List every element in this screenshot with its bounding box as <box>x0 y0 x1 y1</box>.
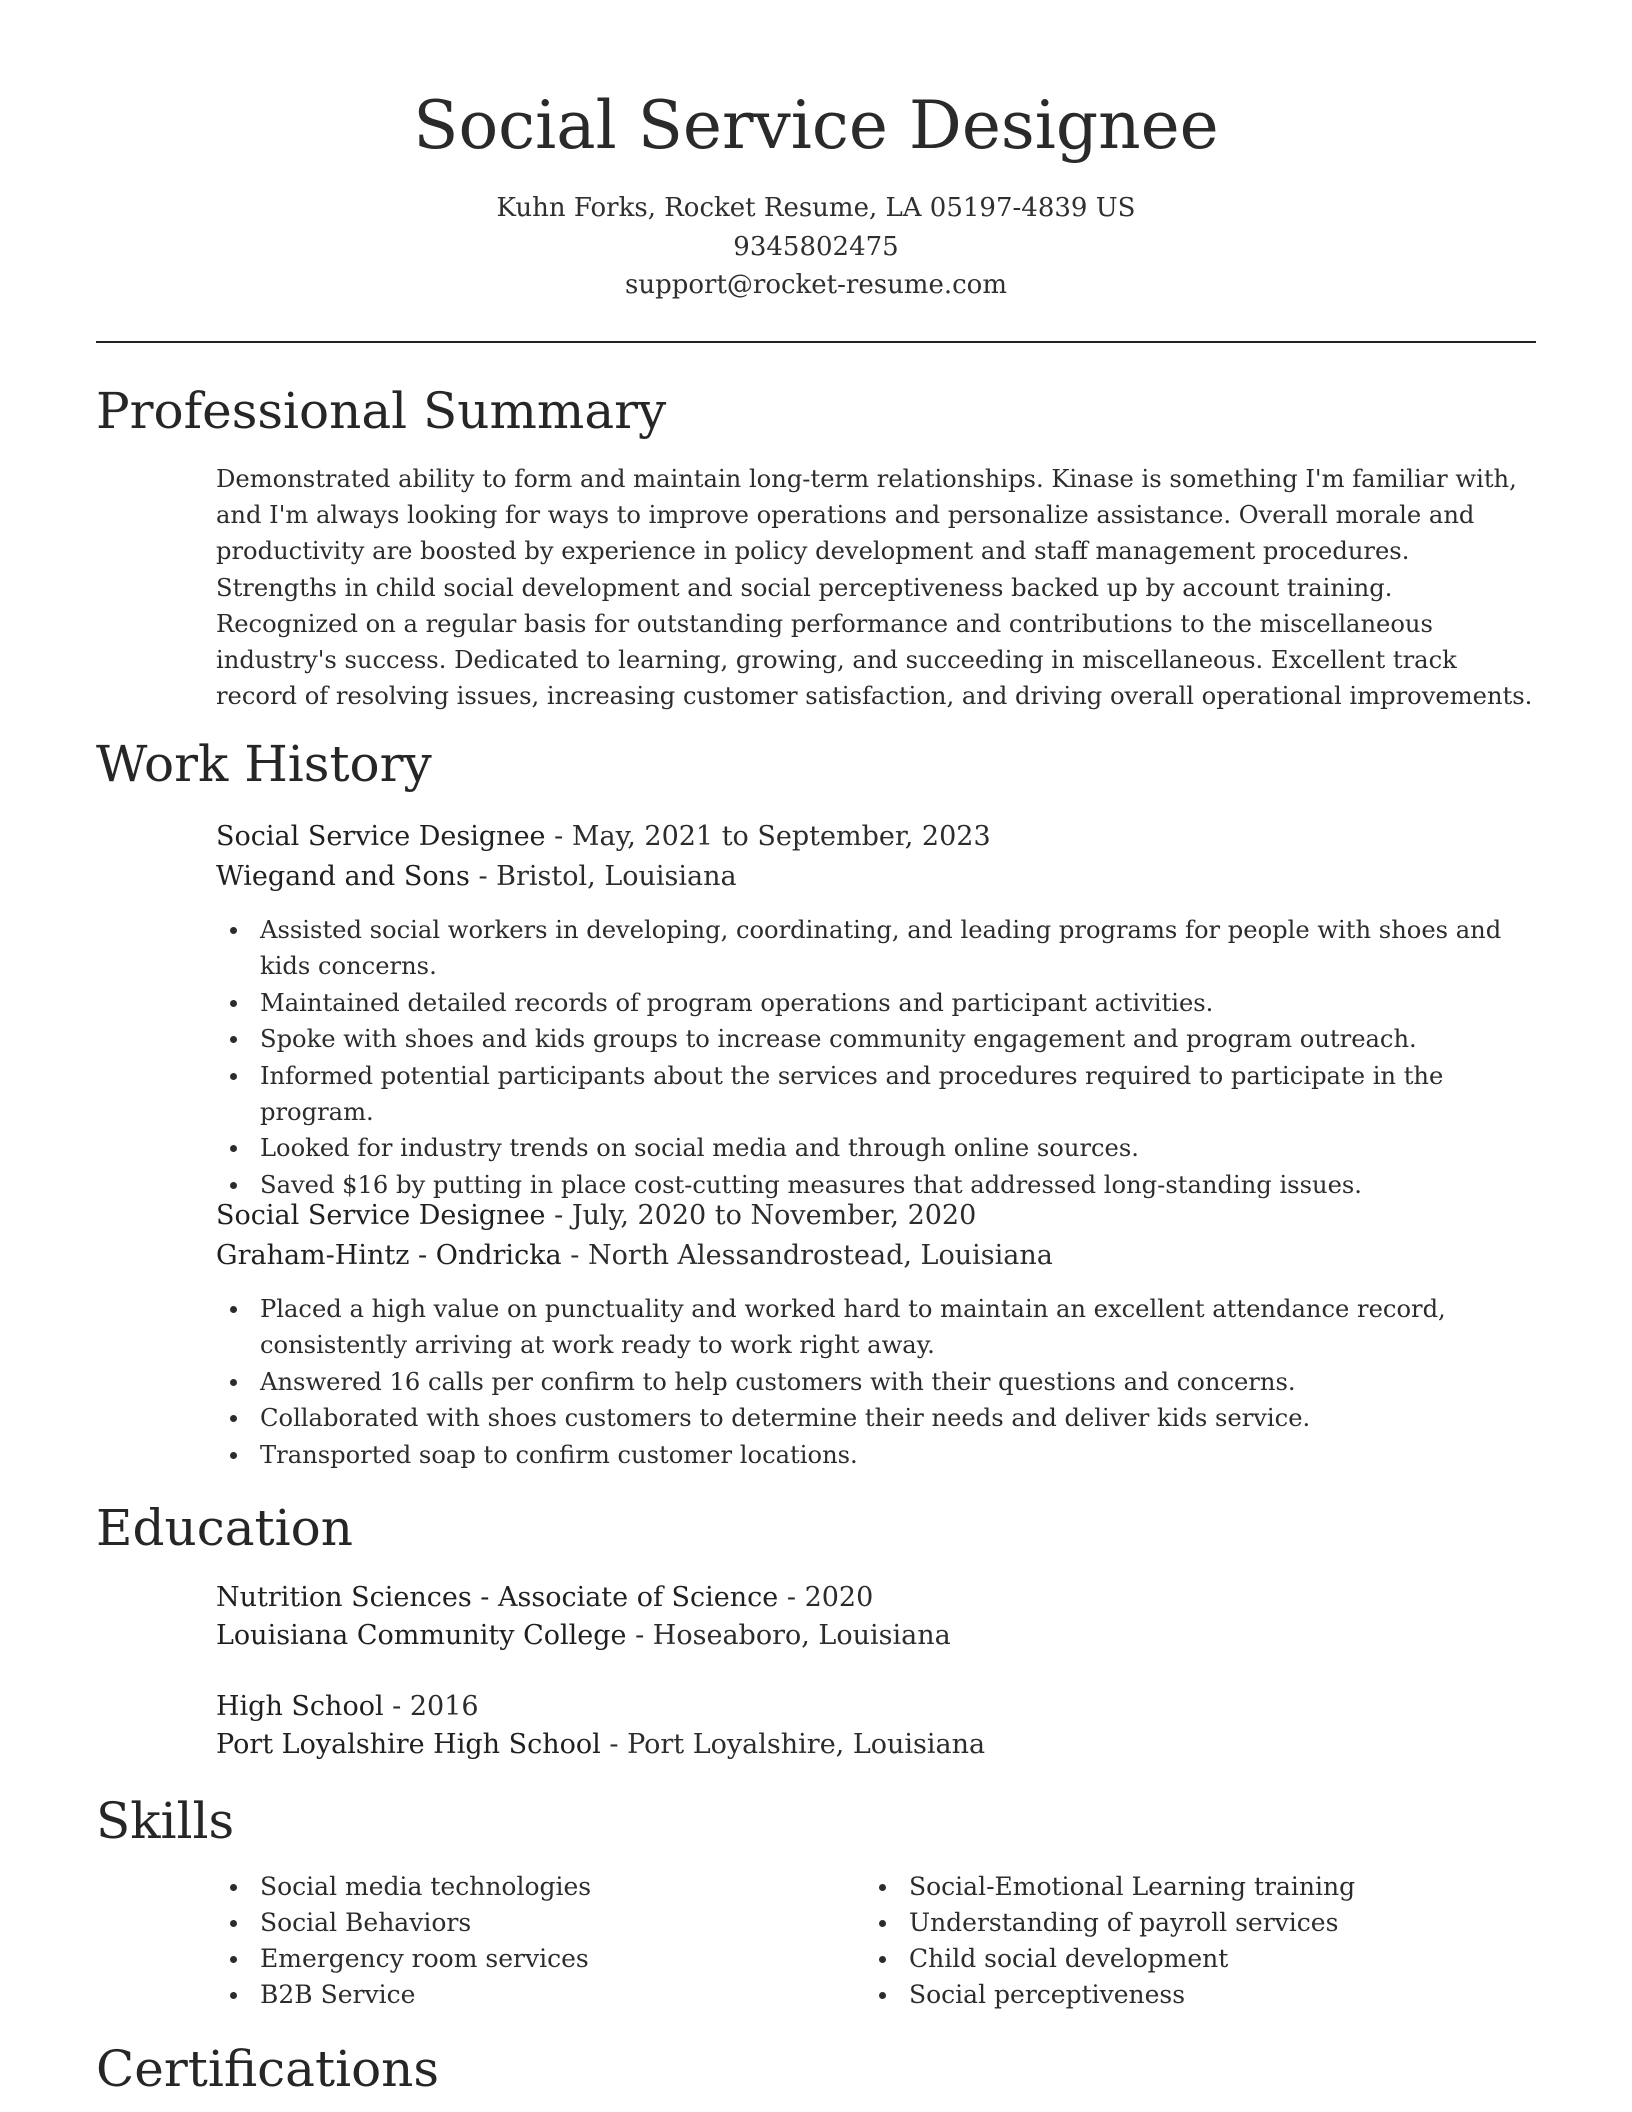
skill-item: Child social development <box>865 1941 1355 1977</box>
skill-item: Emergency room services <box>216 1941 591 1977</box>
job-1-company: Wiegand and Sons <box>216 861 470 892</box>
job-2-duties <box>216 1291 1536 1473</box>
job-2-role: Social Service Designee <box>216 1200 546 1231</box>
education-1-year: - 2020 <box>778 1582 874 1613</box>
contact-address: Kuhn Forks, Rocket Resume, LA 05197-4839 US <box>496 193 1136 223</box>
summary-heading: Professional Summary <box>96 382 667 440</box>
list-item: Placed a high value on punctuality and worked hard to maintain an excellent attendance record, consistently arriving at work ready to work right away. <box>216 1291 1536 1364</box>
job-2-title-line <box>216 1197 976 1235</box>
job-2-company: Graham-Hintz - Ondricka <box>216 1240 562 1271</box>
job-1-duties <box>216 912 1536 1203</box>
job-1-location: - Bristol, Louisiana <box>469 861 737 892</box>
list-item: Collaborated with shoes customers to determine their needs and deliver kids service. <box>216 1400 1536 1436</box>
skills-heading: Skills <box>96 1792 235 1850</box>
education-2-degree-line <box>216 1688 479 1726</box>
list-item: Maintained detailed records of program operations and participant activities. <box>216 985 1536 1021</box>
header-divider <box>96 341 1536 343</box>
education-1-school: Louisiana Community College <box>216 1620 627 1651</box>
job-2-location: - North Alessandrostead, Louisiana <box>561 1240 1053 1271</box>
education-heading: Education <box>96 1499 353 1557</box>
work-history-heading: Work History <box>96 735 432 793</box>
skills-right-column <box>865 1869 1355 2013</box>
list-item: Spoke with shoes and kids groups to increase community engagement and program outreach. <box>216 1021 1536 1057</box>
job-1-role: Social Service Designee <box>216 821 546 852</box>
contact-email: support@rocket-resume.com <box>624 270 1007 300</box>
skill-item: Social perceptiveness <box>865 1977 1355 2013</box>
list-item: Assisted social workers in developing, coordinating, and leading programs for people with shoes and kids concerns. <box>216 912 1536 985</box>
education-1-degree-line <box>216 1579 873 1617</box>
contact-phone: 9345802475 <box>733 232 899 262</box>
job-1-company-line <box>216 858 737 896</box>
skill-item: Understanding of payroll services <box>865 1905 1355 1941</box>
candidate-name: Social Service Designee <box>413 87 1219 164</box>
job-1-dates: - May, 2021 to September, 2023 <box>545 821 991 852</box>
education-2-location: - Port Loyalshire, Louisiana <box>600 1729 986 1760</box>
education-2-school: Port Loyalshire High School <box>216 1729 601 1760</box>
summary-text: Demonstrated ability to form and maintain long-term relationships. Kinase is something I'm familiar with, and I'm always looking for ways to improve operations and personalize assistance. Overall morale and productivity are boosted by experience in policy development and staff management procedures. Strengths in child social development and social perceptiveness backed up by account training. Recognized on a regular basis for outstanding performance and contributions to the miscellaneous industry's success. Dedicated to learning, growing, and succeeding in miscellaneous. Excellent track record of resolving issues, increasing customer satisfaction, and driving overall operational improvements. <box>216 465 1533 711</box>
education-2-year: - 2016 <box>383 1691 479 1722</box>
list-item: Informed potential participants about the services and procedures required to participate in the program. <box>216 1058 1536 1131</box>
list-item: Transported soap to confirm customer locations. <box>216 1437 1536 1473</box>
skill-item: Social Behaviors <box>216 1905 591 1941</box>
skill-item: Social-Emotional Learning training <box>865 1869 1355 1905</box>
list-item: Answered 16 calls per confirm to help customers with their questions and concerns. <box>216 1364 1536 1400</box>
education-1-degree: Nutrition Sciences - Associate of Science <box>216 1582 779 1613</box>
job-1-title-line <box>216 818 991 856</box>
education-1-location: - Hoseaboro, Louisiana <box>626 1620 951 1651</box>
skill-item: Social media technologies <box>216 1869 591 1905</box>
education-2-school-line <box>216 1726 985 1764</box>
skill-item: B2B Service <box>216 1977 591 2013</box>
job-2-dates: - July, 2020 to November, 2020 <box>545 1200 977 1231</box>
education-2-degree: High School <box>216 1691 384 1722</box>
list-item: Looked for industry trends on social media and through online sources. <box>216 1130 1536 1166</box>
job-2-company-line <box>216 1237 1053 1275</box>
certifications-heading: Certifications <box>96 2040 440 2098</box>
list-item: Saved $16 by putting in place cost-cutting measures that addressed long-standing issues. <box>216 1167 1536 1203</box>
skills-left-column <box>216 1869 591 2013</box>
education-1-school-line <box>216 1617 951 1655</box>
